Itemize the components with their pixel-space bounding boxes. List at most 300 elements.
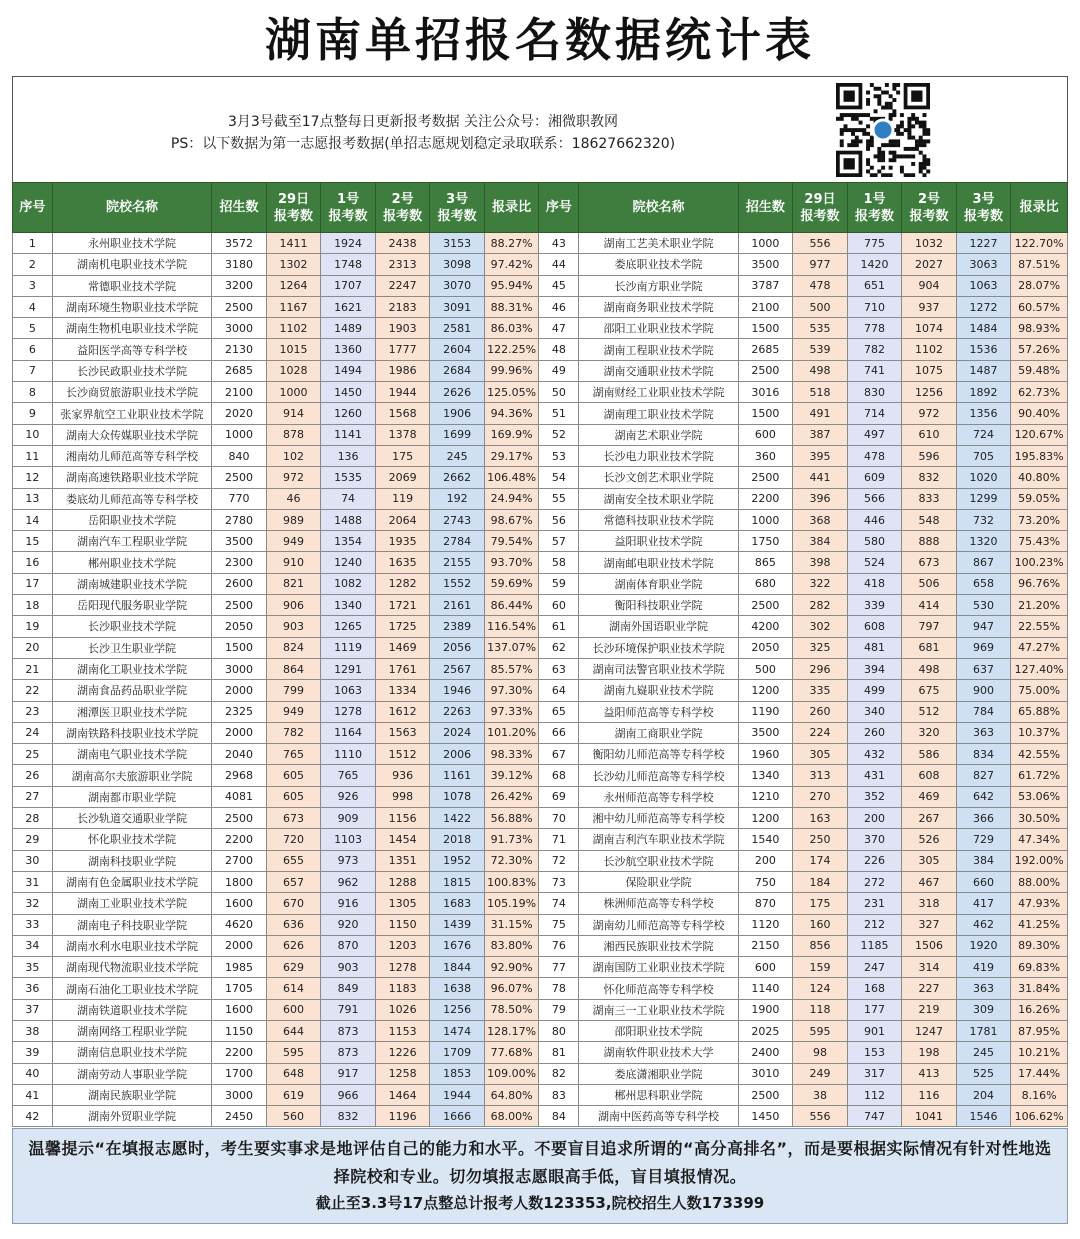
- apply-2-cell: 320: [902, 722, 957, 743]
- row-index: 16: [13, 552, 53, 573]
- ratio-cell: 192.00%: [1011, 850, 1068, 871]
- apply-3-cell: 900: [956, 680, 1011, 701]
- school-name: 湖南科技职业学院: [52, 850, 211, 871]
- apply-29-cell: 118: [793, 999, 848, 1020]
- apply-1-cell: 775: [847, 233, 902, 254]
- footer-tip: 温馨提示“在填报志愿时，考生要实事求是地评估自己的能力和水平。不要盲目追求所谓的“高分高排名”，而是要根据实际情况有针对性地选择院校和专业。切勿填报志愿眼高手低，盲目填报情况。: [28, 1139, 1052, 1186]
- table-row: [13, 360, 1068, 381]
- apply-3-cell: 2155: [430, 552, 485, 573]
- school-name: 湖南水利水电职业技术学院: [52, 935, 211, 956]
- apply-1-cell: 153: [847, 1042, 902, 1063]
- apply-3-cell: 192: [430, 488, 485, 509]
- apply-1-cell: 1360: [321, 339, 376, 360]
- school-name: 湖南中医药高等专科学校: [579, 1106, 738, 1127]
- school-name: 湖南环境生物职业技术学院: [52, 296, 211, 317]
- ratio-cell: 91.73%: [484, 829, 539, 850]
- apply-29-cell: 305: [793, 744, 848, 765]
- apply-2-cell: 469: [902, 786, 957, 807]
- school-name: 湖南有色金属职业技术学院: [52, 871, 211, 892]
- header-d1: 1号 报考数: [321, 183, 376, 233]
- header-quota: 招生数: [738, 183, 793, 233]
- apply-2-cell: 467: [902, 871, 957, 892]
- table-row: [13, 467, 1068, 488]
- apply-3-cell: 1699: [430, 424, 485, 445]
- row-index: 58: [539, 552, 579, 573]
- apply-2-cell: 1305: [375, 893, 430, 914]
- school-name: 娄底职业技术学院: [579, 254, 738, 275]
- apply-1-cell: 1291: [321, 658, 376, 679]
- school-name: 湖南现代物流职业技术学院: [52, 957, 211, 978]
- apply-2-cell: 1944: [375, 382, 430, 403]
- apply-3-cell: 1892: [956, 382, 1011, 403]
- apply-3-cell: 2161: [430, 595, 485, 616]
- apply-1-cell: 962: [321, 871, 376, 892]
- apply-29-cell: 184: [793, 871, 848, 892]
- ratio-cell: 39.12%: [484, 765, 539, 786]
- ratio-cell: 26.42%: [484, 786, 539, 807]
- apply-2-cell: 2027: [902, 254, 957, 275]
- apply-1-cell: 791: [321, 999, 376, 1020]
- apply-3-cell: 2604: [430, 339, 485, 360]
- row-index: 83: [539, 1084, 579, 1105]
- apply-1-cell: 1240: [321, 552, 376, 573]
- row-index: 62: [539, 637, 579, 658]
- apply-1-cell: 340: [847, 701, 902, 722]
- qr-code-icon: [831, 83, 935, 177]
- apply-29-cell: 605: [266, 765, 321, 786]
- apply-1-cell: 394: [847, 658, 902, 679]
- quota-cell: 1500: [738, 403, 793, 424]
- apply-1-cell: 247: [847, 957, 902, 978]
- apply-3-cell: 1272: [956, 296, 1011, 317]
- ratio-cell: 29.17%: [484, 445, 539, 466]
- school-name: 湖南工程职业技术学院: [579, 339, 738, 360]
- apply-2-cell: 1464: [375, 1084, 430, 1105]
- apply-1-cell: 418: [847, 573, 902, 594]
- table-row: [13, 637, 1068, 658]
- row-index: 31: [13, 871, 53, 892]
- school-name: 益阳职业技术学院: [579, 531, 738, 552]
- row-index: 45: [539, 275, 579, 296]
- apply-1-cell: 1494: [321, 360, 376, 381]
- apply-1-cell: 112: [847, 1084, 902, 1105]
- ratio-cell: 57.26%: [1011, 339, 1068, 360]
- apply-29-cell: 657: [266, 871, 321, 892]
- quota-cell: 2700: [212, 850, 267, 871]
- ratio-cell: 122.25%: [484, 339, 539, 360]
- row-index: 12: [13, 467, 53, 488]
- apply-3-cell: 1439: [430, 914, 485, 935]
- quota-cell: 1750: [738, 531, 793, 552]
- apply-3-cell: 1952: [430, 850, 485, 871]
- apply-29-cell: 441: [793, 467, 848, 488]
- apply-2-cell: 1282: [375, 573, 430, 594]
- apply-1-cell: 747: [847, 1106, 902, 1127]
- row-index: 50: [539, 382, 579, 403]
- apply-1-cell: 1450: [321, 382, 376, 403]
- ratio-cell: 31.15%: [484, 914, 539, 935]
- school-name: 湖南石油化工职业技术学院: [52, 978, 211, 999]
- apply-29-cell: 368: [793, 509, 848, 530]
- school-name: 湖南财经工业职业技术学院: [579, 382, 738, 403]
- apply-29-cell: 518: [793, 382, 848, 403]
- ratio-cell: 88.31%: [484, 296, 539, 317]
- quota-cell: 2400: [738, 1042, 793, 1063]
- apply-3-cell: 2581: [430, 318, 485, 339]
- table-row: [13, 403, 1068, 424]
- apply-2-cell: 1102: [902, 339, 957, 360]
- apply-3-cell: 2784: [430, 531, 485, 552]
- apply-2-cell: 1612: [375, 701, 430, 722]
- row-index: 77: [539, 957, 579, 978]
- row-index: 76: [539, 935, 579, 956]
- header-d29: 29日 报考数: [793, 183, 848, 233]
- apply-3-cell: 1853: [430, 1063, 485, 1084]
- school-name: 益阳医学高等专科学校: [52, 339, 211, 360]
- apply-1-cell: 651: [847, 275, 902, 296]
- apply-29-cell: 325: [793, 637, 848, 658]
- ratio-cell: 106.62%: [1011, 1106, 1068, 1127]
- apply-3-cell: 363: [956, 978, 1011, 999]
- ratio-cell: 122.70%: [1011, 233, 1068, 254]
- apply-2-cell: 1777: [375, 339, 430, 360]
- apply-3-cell: 867: [956, 552, 1011, 573]
- apply-3-cell: 1815: [430, 871, 485, 892]
- apply-2-cell: 318: [902, 893, 957, 914]
- apply-29-cell: 1411: [266, 233, 321, 254]
- apply-3-cell: 724: [956, 424, 1011, 445]
- apply-1-cell: 177: [847, 999, 902, 1020]
- table-row: [13, 978, 1068, 999]
- quota-cell: 2500: [212, 595, 267, 616]
- row-index: 68: [539, 765, 579, 786]
- ratio-cell: 128.17%: [484, 1020, 539, 1041]
- apply-2-cell: 1278: [375, 957, 430, 978]
- apply-2-cell: 904: [902, 275, 957, 296]
- apply-3-cell: 827: [956, 765, 1011, 786]
- apply-2-cell: 175: [375, 445, 430, 466]
- apply-3-cell: 732: [956, 509, 1011, 530]
- apply-2-cell: 1032: [902, 233, 957, 254]
- apply-29-cell: 313: [793, 765, 848, 786]
- apply-1-cell: 212: [847, 914, 902, 935]
- school-name: 湖南幼儿师范高等专科学校: [579, 914, 738, 935]
- school-name: 湖南高尔夫旅游职业学院: [52, 765, 211, 786]
- quota-cell: 3500: [738, 254, 793, 275]
- school-name: 湖南国防工业职业技术学院: [579, 957, 738, 978]
- school-name: 长沙电力职业技术学院: [579, 445, 738, 466]
- ratio-cell: 93.70%: [484, 552, 539, 573]
- row-index: 7: [13, 360, 53, 381]
- school-name: 湖南民族职业学院: [52, 1084, 211, 1105]
- row-index: 21: [13, 658, 53, 679]
- school-name: 湖南外国语职业学院: [579, 616, 738, 637]
- row-index: 59: [539, 573, 579, 594]
- apply-3-cell: 642: [956, 786, 1011, 807]
- apply-3-cell: 705: [956, 445, 1011, 466]
- ratio-cell: 109.00%: [484, 1063, 539, 1084]
- quota-cell: 1340: [738, 765, 793, 786]
- apply-3-cell: 525: [956, 1063, 1011, 1084]
- apply-1-cell: 1103: [321, 829, 376, 850]
- apply-29-cell: 124: [793, 978, 848, 999]
- apply-29-cell: 296: [793, 658, 848, 679]
- row-index: 55: [539, 488, 579, 509]
- apply-3-cell: 2056: [430, 637, 485, 658]
- apply-29-cell: 500: [793, 296, 848, 317]
- apply-29-cell: 1000: [266, 382, 321, 403]
- ratio-cell: 10.21%: [1011, 1042, 1068, 1063]
- row-index: 28: [13, 808, 53, 829]
- apply-1-cell: 1265: [321, 616, 376, 637]
- apply-2-cell: 1203: [375, 935, 430, 956]
- apply-2-cell: 1721: [375, 595, 430, 616]
- apply-3-cell: 1356: [956, 403, 1011, 424]
- apply-1-cell: 714: [847, 403, 902, 424]
- quota-cell: 1800: [212, 871, 267, 892]
- apply-1-cell: 873: [321, 1020, 376, 1041]
- school-name: 湘西民族职业技术学院: [579, 935, 738, 956]
- quota-cell: 3180: [212, 254, 267, 275]
- ratio-cell: 24.94%: [484, 488, 539, 509]
- apply-2-cell: 2247: [375, 275, 430, 296]
- school-name: 湖南生物机电职业技术学院: [52, 318, 211, 339]
- table-row: [13, 850, 1068, 871]
- row-index: 34: [13, 935, 53, 956]
- apply-2-cell: 1635: [375, 552, 430, 573]
- quota-cell: 2200: [212, 829, 267, 850]
- apply-2-cell: 227: [902, 978, 957, 999]
- apply-3-cell: 658: [956, 573, 1011, 594]
- apply-3-cell: 204: [956, 1084, 1011, 1105]
- apply-2-cell: 936: [375, 765, 430, 786]
- school-name: 保险职业学院: [579, 871, 738, 892]
- row-index: 23: [13, 701, 53, 722]
- apply-3-cell: 2567: [430, 658, 485, 679]
- header-d29: 29日 报考数: [266, 183, 321, 233]
- apply-1-cell: 1707: [321, 275, 376, 296]
- quota-cell: 2500: [738, 467, 793, 488]
- quota-cell: 3572: [212, 233, 267, 254]
- apply-3-cell: 417: [956, 893, 1011, 914]
- header-idx: 序号: [539, 183, 579, 233]
- apply-29-cell: 619: [266, 1084, 321, 1105]
- apply-3-cell: 660: [956, 871, 1011, 892]
- quota-cell: 1600: [212, 893, 267, 914]
- school-name: 长沙卫生职业学院: [52, 637, 211, 658]
- school-name: 怀化职业技术学院: [52, 829, 211, 850]
- school-name: 湖南邮电职业技术学院: [579, 552, 738, 573]
- apply-29-cell: 556: [793, 233, 848, 254]
- apply-2-cell: 305: [902, 850, 957, 871]
- school-name: 益阳师范高等专科学校: [579, 701, 738, 722]
- ratio-cell: 96.07%: [484, 978, 539, 999]
- school-name: 长沙幼儿师范高等专科学校: [579, 765, 738, 786]
- apply-2-cell: 610: [902, 424, 957, 445]
- quota-cell: 1450: [738, 1106, 793, 1127]
- table-row: [13, 914, 1068, 935]
- ratio-cell: 47.93%: [1011, 893, 1068, 914]
- ratio-cell: 87.51%: [1011, 254, 1068, 275]
- apply-3-cell: 1487: [956, 360, 1011, 381]
- ratio-cell: 89.30%: [1011, 935, 1068, 956]
- apply-2-cell: 1150: [375, 914, 430, 935]
- row-index: 43: [539, 233, 579, 254]
- school-name: 湖南铁道职业技术学院: [52, 999, 211, 1020]
- apply-3-cell: 384: [956, 850, 1011, 871]
- school-name: 湖南工业职业技术学院: [52, 893, 211, 914]
- apply-2-cell: 586: [902, 744, 957, 765]
- row-index: 9: [13, 403, 53, 424]
- quota-cell: 1900: [738, 999, 793, 1020]
- apply-1-cell: 1119: [321, 637, 376, 658]
- apply-3-cell: 1906: [430, 403, 485, 424]
- school-name: 湖南九嶷职业技术学院: [579, 680, 738, 701]
- apply-3-cell: 309: [956, 999, 1011, 1020]
- apply-3-cell: 2684: [430, 360, 485, 381]
- table-row: [13, 1063, 1068, 1084]
- apply-29-cell: 949: [266, 701, 321, 722]
- apply-1-cell: 317: [847, 1063, 902, 1084]
- apply-1-cell: 870: [321, 935, 376, 956]
- quota-cell: 2325: [212, 701, 267, 722]
- row-index: 75: [539, 914, 579, 935]
- row-index: 36: [13, 978, 53, 999]
- quota-cell: 1000: [212, 424, 267, 445]
- apply-29-cell: 636: [266, 914, 321, 935]
- apply-1-cell: 226: [847, 850, 902, 871]
- school-name: 湖南劳动人事职业学院: [52, 1063, 211, 1084]
- ratio-cell: 98.67%: [484, 509, 539, 530]
- quota-cell: 2500: [738, 360, 793, 381]
- ratio-cell: 65.88%: [1011, 701, 1068, 722]
- row-index: 48: [539, 339, 579, 360]
- ratio-cell: 47.34%: [1011, 829, 1068, 850]
- apply-3-cell: 1676: [430, 935, 485, 956]
- row-index: 49: [539, 360, 579, 381]
- apply-3-cell: 2626: [430, 382, 485, 403]
- ratio-cell: 137.07%: [484, 637, 539, 658]
- ratio-cell: 61.72%: [1011, 765, 1068, 786]
- apply-2-cell: 937: [902, 296, 957, 317]
- row-index: 17: [13, 573, 53, 594]
- apply-3-cell: 1536: [956, 339, 1011, 360]
- school-name: 长沙民政职业技术学院: [52, 360, 211, 381]
- row-index: 2: [13, 254, 53, 275]
- apply-29-cell: 595: [266, 1042, 321, 1063]
- apply-2-cell: 2438: [375, 233, 430, 254]
- quota-cell: 2020: [212, 403, 267, 424]
- school-name: 湖南都市职业学院: [52, 786, 211, 807]
- apply-29-cell: 906: [266, 595, 321, 616]
- apply-2-cell: 267: [902, 808, 957, 829]
- school-name: 娄底潇湘职业学院: [579, 1063, 738, 1084]
- apply-29-cell: 175: [793, 893, 848, 914]
- apply-29-cell: 38: [793, 1084, 848, 1105]
- ratio-cell: 94.36%: [484, 403, 539, 424]
- apply-29-cell: 260: [793, 701, 848, 722]
- quota-cell: 1000: [738, 233, 793, 254]
- apply-1-cell: 1141: [321, 424, 376, 445]
- quota-cell: 2025: [738, 1020, 793, 1041]
- row-index: 73: [539, 871, 579, 892]
- table-row: [13, 445, 1068, 466]
- apply-1-cell: 370: [847, 829, 902, 850]
- ratio-cell: 53.06%: [1011, 786, 1068, 807]
- quota-cell: 3500: [212, 531, 267, 552]
- apply-2-cell: 1563: [375, 722, 430, 743]
- apply-3-cell: 3153: [430, 233, 485, 254]
- school-name: 邵阳工业职业技术学院: [579, 318, 738, 339]
- ratio-cell: 62.73%: [1011, 382, 1068, 403]
- apply-3-cell: 2006: [430, 744, 485, 765]
- apply-29-cell: 878: [266, 424, 321, 445]
- school-name: 郴州职业技术学院: [52, 552, 211, 573]
- quota-cell: 2050: [212, 616, 267, 637]
- row-index: 63: [539, 658, 579, 679]
- quota-cell: 1500: [212, 637, 267, 658]
- quota-cell: 1140: [738, 978, 793, 999]
- ratio-cell: 72.30%: [484, 850, 539, 871]
- apply-29-cell: 600: [266, 999, 321, 1020]
- quota-cell: 600: [738, 424, 793, 445]
- ratio-cell: 86.03%: [484, 318, 539, 339]
- ratio-cell: 97.42%: [484, 254, 539, 275]
- school-name: 湖南汽车工程职业学院: [52, 531, 211, 552]
- apply-2-cell: 1153: [375, 1020, 430, 1041]
- apply-29-cell: 673: [266, 808, 321, 829]
- apply-29-cell: 560: [266, 1106, 321, 1127]
- row-index: 19: [13, 616, 53, 637]
- row-index: 38: [13, 1020, 53, 1041]
- row-index: 20: [13, 637, 53, 658]
- quota-cell: 2000: [212, 722, 267, 743]
- ratio-cell: 105.19%: [484, 893, 539, 914]
- apply-2-cell: 1256: [902, 382, 957, 403]
- apply-29-cell: 102: [266, 445, 321, 466]
- apply-29-cell: 302: [793, 616, 848, 637]
- row-index: 51: [539, 403, 579, 424]
- ratio-cell: 120.67%: [1011, 424, 1068, 445]
- apply-2-cell: 1074: [902, 318, 957, 339]
- apply-29-cell: 250: [793, 829, 848, 850]
- header-idx: 序号: [13, 183, 53, 233]
- apply-1-cell: 916: [321, 893, 376, 914]
- school-name: 长沙航空职业技术学院: [579, 850, 738, 871]
- ratio-cell: 101.20%: [484, 722, 539, 743]
- quota-cell: 2500: [212, 808, 267, 829]
- apply-3-cell: 1552: [430, 573, 485, 594]
- school-name: 湖南城建职业技术学院: [52, 573, 211, 594]
- apply-1-cell: 710: [847, 296, 902, 317]
- ratio-cell: 97.30%: [484, 680, 539, 701]
- apply-1-cell: 431: [847, 765, 902, 786]
- quota-cell: 2050: [738, 637, 793, 658]
- row-index: 30: [13, 850, 53, 871]
- apply-1-cell: 352: [847, 786, 902, 807]
- row-index: 46: [539, 296, 579, 317]
- apply-3-cell: 1666: [430, 1106, 485, 1127]
- apply-2-cell: 413: [902, 1063, 957, 1084]
- row-index: 40: [13, 1063, 53, 1084]
- row-index: 8: [13, 382, 53, 403]
- apply-2-cell: 1334: [375, 680, 430, 701]
- ratio-cell: 10.37%: [1011, 722, 1068, 743]
- quota-cell: 2968: [212, 765, 267, 786]
- apply-1-cell: 1260: [321, 403, 376, 424]
- apply-2-cell: 1512: [375, 744, 430, 765]
- school-name: 湖南工艺美术职业学院: [579, 233, 738, 254]
